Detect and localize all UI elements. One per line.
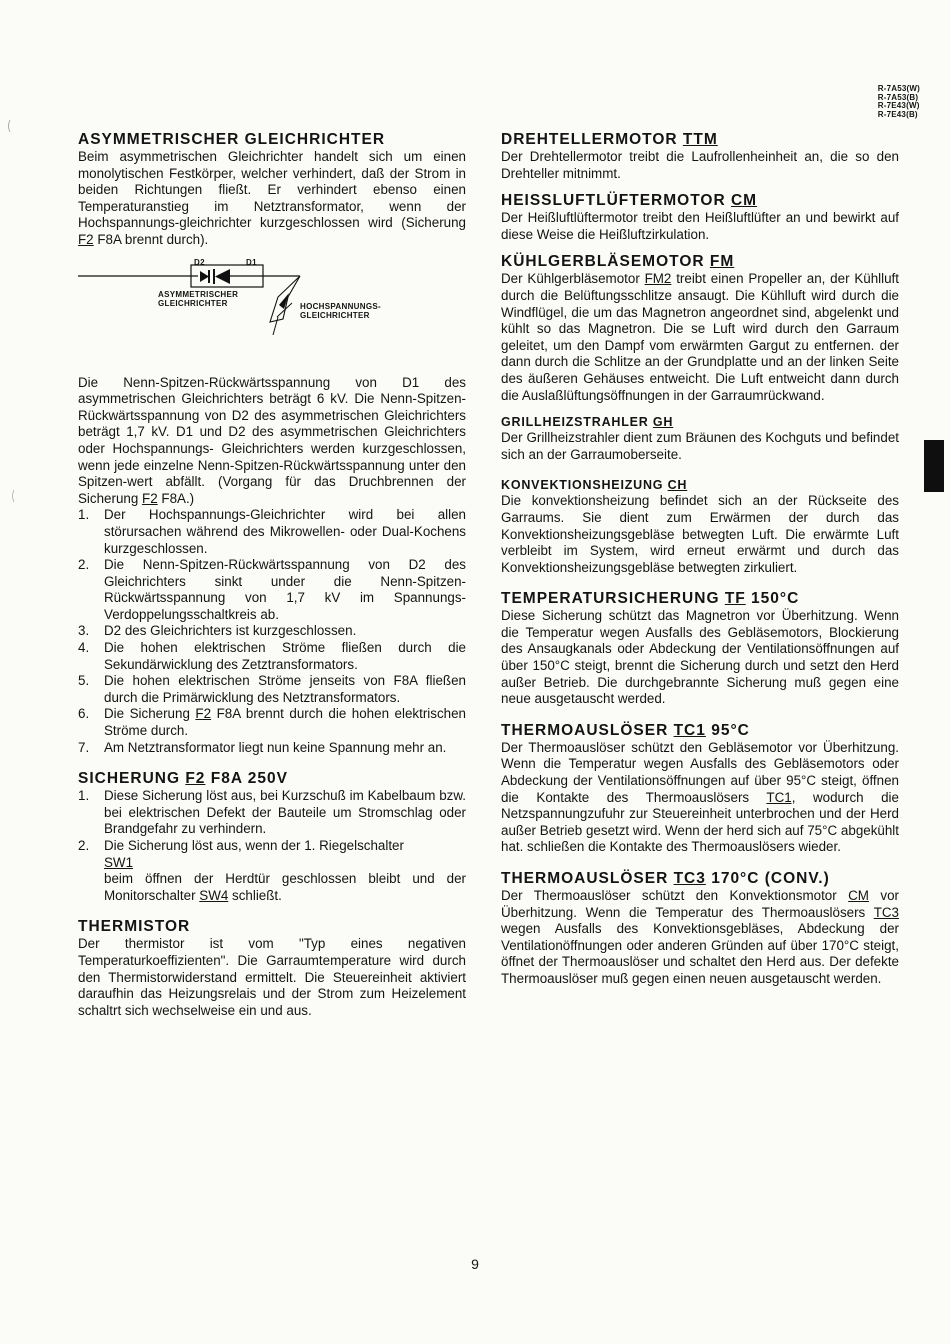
- diode-label: D1: [246, 257, 257, 267]
- page-number: 9: [471, 1256, 479, 1272]
- motor-ref: CM: [848, 888, 869, 903]
- section-cooling-fan-motor: [501, 253, 899, 404]
- section-heading: THERMOAUSLÖSER TC1 95°C: [501, 721, 750, 739]
- section-heading: KÜHLGERBLÄSEMOTOR FM: [501, 253, 735, 271]
- sequence-list: [78, 507, 466, 756]
- section-thermistor: [78, 918, 466, 1019]
- section-tab-marker: [924, 440, 944, 492]
- section-heading: KONVEKTIONSHEIZUNG CH: [501, 478, 688, 493]
- paragraph: Der Grillheizstrahler dient zum Bräunen des Kochguts und befindet sich an der Garraumoberseite.: [501, 430, 899, 462]
- paragraph: Der thermistor ist vom "Typ eines negativen Temperaturkoeffizienten". Die Garraumtemperature wird durch den Thermistorwiderstand ermittelt. Die Steuereinheit aktiviert daraufhin das Heizungsrelais und der Strom zum Heizelement schaltrt sich wechselweise ein und aus.: [78, 936, 466, 1018]
- section-thermal-cutout-tc1: [501, 722, 899, 856]
- fuse-ref: F2: [78, 231, 94, 247]
- section-thermal-cutout-tc3: [501, 870, 899, 988]
- model-code: R-7E43(B): [877, 109, 918, 119]
- section-heading: TEMPERATURSICHERUNG TF 150°C: [501, 590, 800, 608]
- paragraph: Der Heißluftlüftermotor treibt den Heißluftlüfter an und bewirkt auf diese Weise die Heißluftzirkulation.: [501, 210, 899, 242]
- fuse-ref: F2: [142, 490, 158, 506]
- page-edge-marks: [6, 90, 16, 1290]
- hv-rectifier-label: HOCHSPANNUNGS- GLEICHRICHTER: [300, 301, 381, 320]
- paragraph: Die Nenn-Spitzen-Rückwärtsspannung von D1 des asymmetrischen Gleichrichters beträgt 6 kV. Die Nenn-Spitzen-Rückwärtsspannung von D2 des asymmetrischen Gleichrichters beträgt 1,7 kV. D1 und D2 des asymmetrischen Gleichrichters oder Hochspannungs- Gleichrichters werden kurzgeschlossen, wenn jede einzelne Nenn-Spitzen-Rückwärtsspannung unter den Spitzen-wert abfällt. (Vorgang für das Druchbrennen der Sicherung F2 F8A.): [78, 374, 466, 506]
- switch-ref: SW4: [199, 887, 229, 903]
- model-code: R-7A53(W): [877, 84, 920, 93]
- switch-ref: SW1: [104, 854, 134, 870]
- model-codes: [878, 85, 920, 119]
- paragraph: Beim asymmetrischen Gleichrichter handelt sich um einen monolytischen Festkörper, welcher verhindert, daß der Strom in beiden Richtungen fließt. Er verhindert ebenso einen Temperaturanstieg im Netztransformator, wenn der Hochspannungs-gleichrichter kurzgeschlossen wird (Sicherung F2 F8A brennt durch).: [78, 149, 466, 247]
- rectifier-diagram: [78, 257, 466, 345]
- section-heading: DREHTELLERMOTOR TTM: [501, 131, 718, 148]
- cutout-ref: TC1,: [766, 789, 796, 805]
- motor-ref: FM2: [644, 271, 672, 287]
- paragraph: Der Drehtellermotor treibt die Laufrollenheinheit an, die so den Drehteller mitnimmt.: [501, 149, 899, 181]
- section-turntable-motor: [501, 131, 899, 182]
- right-column: [501, 131, 899, 988]
- list-item: 4. Die hohen elektrischen Ströme fließen durch die Sekundärwicklung des Zetztransformators.: [78, 640, 466, 672]
- list-item: 2. Die Sicherung löst aus, wenn der 1. Riegelschalter SW1 beim öffnen der Herdtür geschlossen bleibt und der Monitorschalter SW4 schließt.: [78, 838, 466, 903]
- cutout-ref: TC3: [873, 904, 899, 920]
- section-convection-fan-motor: [501, 192, 899, 243]
- section-heading: THERMOAUSLÖSER TC3 170°C (CONV.): [501, 870, 830, 887]
- section-heading: HEISSLUFTLÜFTERMOTOR CM: [501, 192, 758, 210]
- fuse-list: [78, 788, 466, 904]
- section-convection-heater: [501, 477, 899, 576]
- section-fuse: [78, 770, 466, 904]
- section-asymmetric-rectifier: [78, 131, 466, 756]
- paragraph: Der Thermoauslöser schützt den Konvektionsmotor CM vor Überhitzung. Wenn die Temperatur des Thermoauslösers TC3 wegen Ausfalls des Konvektionsgebläses, Abdeckung der Ventilationöffnungen oder anderen Gründen auf über 170°C steigt, öffnet der Thermoauslöser und schaltet den Herd aus. Der defekte Thermoauslöser muß gegen einen neuen ausgetauscht werden.: [501, 888, 899, 986]
- asym-rectifier-label: ASYMMETRISCHER GLEICHRICHTER: [158, 289, 239, 308]
- list-item: 3. D2 des Gleichrichters ist kurzgeschlossen.: [78, 623, 357, 639]
- model-code: R-7E43(W): [877, 101, 920, 110]
- paragraph: Die konvektionsheizung befindet sich an der Rückseite des Garraums. Sie dient zum Erwärmen der durch das Konvektionsheizungsgebläse betwegten Luft. Die erwärmte Luft verbleibt im System, wird erneut erwärmt und durch das Konvektionsheizungsgebläse betwegten zirkuliert.: [501, 493, 899, 575]
- list-item: 5. Die hohen elektrischen Ströme jenseits von F8A fließen durch die Primärwicklung des Netztransformators.: [78, 673, 466, 705]
- list-item: 1. Der Hochspannungs-Gleichrichter wird bei allen störursachen während des Mikrowellen- oder Dual-Kochens kurzgeschlossen.: [78, 507, 466, 556]
- diode-label: D2: [194, 257, 205, 267]
- section-heading: GRILLHEIZSTRAHLER GH: [501, 415, 674, 430]
- list-item: 6. Die Sicherung F2 F8A brennt durch die hohen elektrischen Ströme durch.: [78, 706, 466, 739]
- list-item: 7. Am Netztransformator liegt nun keine Spannung mehr an.: [78, 739, 447, 755]
- list-item: 2. Die Nenn-Spitzen-Rückwärtsspannung von D2 des Gleichrichters sinkt under die Nenn-Spitzen-Rückwärtsspannung von 1,7 kV im Spannungs-Verdoppelungsschaltkreis ab.: [78, 557, 466, 622]
- paragraph: Der Thermoauslöser schützt den Gebläsemotor vor Überhitzung. Wenn die Temperatur wegen Ausfalls des Gebläsemotors oder Abdeckung der Ventilationsöffnungen auf über 95°C steigt, öffnen die Kontakte des Thermoauslösers TC1, wodurch die Netzspannungzufuhr zur Steuereinheit unterbrochen und der Herd außer Betrieb gesetzt wird. Wenn der herd sich auf 75°C abgekühlt hat. schließen die Kontakte des Thermoauslösers wieder.: [501, 739, 899, 855]
- section-heading: ASYMMETRISCHER GLEICHRICHTER: [78, 131, 386, 148]
- section-grill-heater: [501, 414, 899, 463]
- section-temperature-fuse: [501, 590, 899, 708]
- model-code: R-7A53(B): [877, 92, 919, 102]
- paragraph: Der Kühlgerbläsemotor FM2 treibt einen Propeller an, der Kühlluft durch die Belüftungsschlitze ansaugt. Die Kühlluft wird durch die Windflügel, die um das Magnetron angeordnet sind, abgelenkt und kühlt so das Magnetron. Die se Luft wird durch den Garraum geleitet, um den Dampf vom erwärmten Gargut zu entfernen. der dann durch die Schlitze an der Grundplatte und an der linken Seite des äußeren Gehäuses entweicht. Die Luft entweicht dann durch die Auslaßlüftungsöffnungen in der Garraumrückwand.: [501, 271, 899, 403]
- paragraph: Diese Sicherung schützt das Magnetron vor Überhitzung. Wenn die Temperatur wegen Ausfalls des Gebläsemotors, Blockierung des Ansaugkanals oder Abdeckung der Ventilationsöffnungen auf über 150°C steigt, brennt die Sicherung durch und setzt den Herd außer Betrieb. Die durchgebrannte Sicherung muß gegen eine neue ausgetauscht werded.: [501, 608, 899, 707]
- section-heading: SICHERUNG F2 F8A 250V: [78, 770, 288, 788]
- rectifier-symbol-drawing: [78, 257, 466, 345]
- left-column: [78, 131, 466, 1019]
- list-item: 1. Diese Sicherung löst aus, bei Kurzschuß im Kabelbaum bzw. bei elektrischen Defekt der Bauteile um Stromschlag oder Brandgefahr zu verhindern.: [78, 788, 466, 837]
- fuse-ref: F2: [195, 706, 212, 722]
- section-heading: THERMISTOR: [78, 918, 191, 936]
